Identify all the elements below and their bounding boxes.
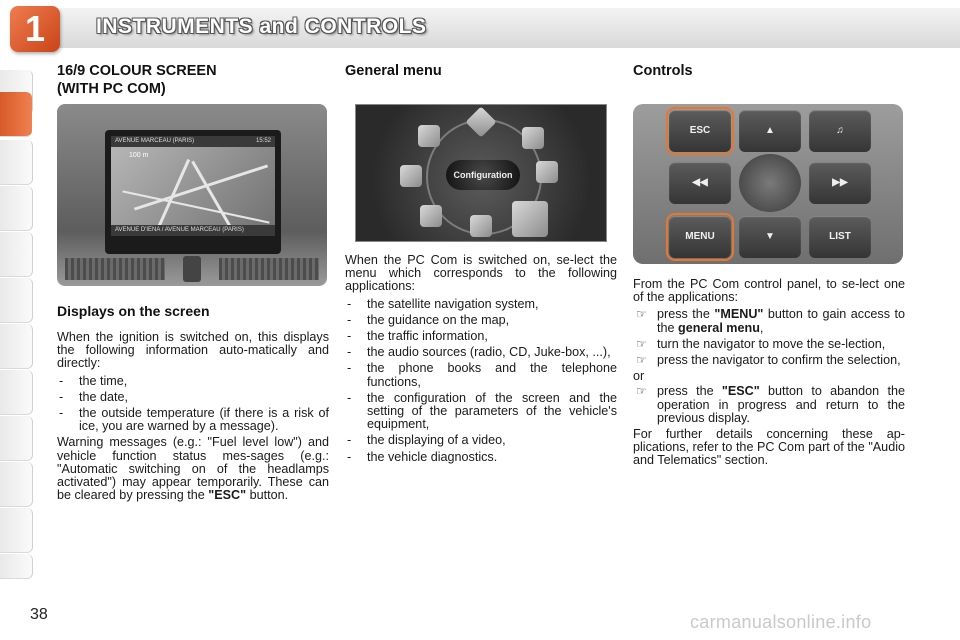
up-arrow-button: ▲: [739, 110, 801, 152]
list-item: - the vehicle diagnostics.: [345, 451, 617, 464]
chapter-title: INSTRUMENTS and CONTROLS: [96, 15, 427, 38]
left-column: [57, 62, 329, 98]
heading-line: 16/9 COLOUR SCREEN: [57, 63, 217, 79]
step-text: press the: [657, 384, 714, 399]
hazard-switch: [183, 256, 201, 282]
map-icon: [418, 125, 440, 147]
air-vent: [219, 258, 319, 280]
rewind-button: ◀◀: [669, 162, 731, 204]
applications-list: [345, 298, 617, 464]
list-item: - the audio sources (radio, CD, Juke-box, ...),: [345, 346, 617, 359]
map-road: [191, 161, 234, 232]
menu-key-label: "MENU": [714, 307, 764, 322]
chapter-tab[interactable]: [0, 508, 33, 553]
list-item: - the phone books and the telephone functions,: [345, 362, 617, 388]
right-heading-block: [633, 62, 905, 80]
chapter-tab[interactable]: [0, 416, 33, 461]
pointing-hand-icon: ☞: [636, 353, 647, 368]
map-next-street: AVENUE D'IENA / AVENUE MARCEAU (PARIS): [115, 227, 244, 233]
menu-intro: When the PC Com is switched on, se-lect the menu which corresponds to the following applications:: [345, 253, 617, 294]
navigator-knob: [739, 154, 801, 212]
tools-icon: [420, 205, 442, 227]
controls-intro: From the PC Com control panel, to se-lect one of the applications:: [633, 277, 905, 305]
chapter-tab[interactable]: [0, 278, 33, 323]
general-menu-image: [355, 104, 607, 242]
pointing-hand-icon: ☞: [636, 384, 647, 399]
list-button: LIST: [809, 216, 871, 258]
heading-line: (WITH PC COM): [57, 81, 166, 97]
map-road: [134, 164, 268, 210]
list-item: - the guidance on the map,: [345, 314, 617, 327]
step-item: [633, 338, 905, 351]
chapter-tabs: [0, 70, 34, 580]
pointing-hand-icon: ☞: [636, 307, 647, 322]
map-street-name: AVENUE MARCEAU (PARIS): [115, 138, 195, 144]
middle-heading-block: [345, 62, 617, 80]
video-icon: [512, 201, 548, 237]
page-header: [0, 0, 960, 56]
chapter-tab[interactable]: [0, 370, 33, 415]
map-bottom-bar: [111, 225, 275, 236]
list-item: - the time,: [57, 375, 329, 388]
chapter-tab[interactable]: [0, 232, 33, 277]
general-menu-label: general menu: [678, 320, 760, 335]
air-vent: [65, 258, 165, 280]
menu-center-label: Configuration: [446, 160, 520, 190]
satellite-icon: [522, 127, 544, 149]
step-item: [633, 308, 905, 334]
down-arrow-button: ▼: [739, 216, 801, 258]
esc-button: ESC: [669, 110, 731, 152]
navigation-map-display: [111, 136, 275, 236]
list-item: - the outside temperature (if there is a risk of ice, you are warned by a message).: [57, 407, 329, 433]
section-heading: General menu: [345, 63, 442, 79]
list-item: - the date,: [57, 391, 329, 404]
middle-text: [345, 254, 617, 467]
chapter-tab[interactable]: [0, 324, 33, 369]
chapter-tab[interactable]: [0, 140, 33, 185]
chapter-tab[interactable]: [0, 186, 33, 231]
page-number: 38: [30, 606, 48, 623]
left-text: [57, 302, 329, 502]
map-clock: 15:52: [255, 138, 271, 144]
chapter-tab[interactable]: [0, 462, 33, 507]
chapter-tab-active[interactable]: [0, 92, 32, 137]
map-top-bar: [111, 136, 275, 147]
step-item: [633, 385, 905, 425]
map-distance: 100 m: [129, 152, 149, 159]
esc-key-label: "ESC": [208, 488, 247, 503]
colour-screen-image: [57, 104, 327, 286]
watermark: carmanualsonline.info: [690, 612, 872, 632]
step-text: ,: [759, 320, 764, 335]
screen-bezel: [105, 130, 281, 254]
or-text: or: [633, 369, 645, 384]
step-text: button to gain access to the: [657, 307, 906, 335]
further-details-text: For further details concerning these ap-plications, refer to the PC Com part of the "Audio and Telematics" section.: [633, 427, 905, 468]
warning-end: button.: [249, 488, 289, 503]
step-text: press the: [657, 307, 710, 322]
displays-intro: When the ignition is switched on, this displays the following information auto-matically and directly:: [57, 330, 329, 371]
section-heading: [57, 62, 329, 98]
step-text: turn the navigator to move the se-lection,: [657, 336, 886, 351]
list-item: - the traffic information,: [345, 330, 617, 343]
music-icon: ♫: [809, 110, 871, 152]
map-road: [155, 159, 190, 233]
camera-icon: [470, 215, 492, 237]
chapter-number-badge: 1: [10, 6, 60, 52]
controls-steps-alt: [633, 385, 905, 425]
step-text: press the navigator to confirm the selection,: [657, 353, 901, 368]
phone-icon: [536, 161, 558, 183]
chapter-tab[interactable]: [0, 554, 33, 579]
forward-button: ▶▶: [809, 162, 871, 204]
section-heading: Controls: [633, 63, 693, 79]
step-item: [633, 354, 905, 367]
warning-text: Warning messages (e.g.: "Fuel level low") and vehicle function status mes-sages (e.g.: "Automatic switching on of the headlamps activated") may appear temporarily. These can be cleared by pressing the: [57, 435, 329, 503]
control-panel-image: [633, 104, 903, 264]
esc-key-label: "ESC": [721, 384, 760, 399]
right-text: [633, 278, 905, 468]
pointing-hand-icon: ☞: [636, 336, 647, 351]
warning-paragraph: [57, 436, 329, 502]
displays-heading: Displays on the screen: [57, 303, 210, 319]
speaker-icon: [400, 165, 422, 187]
list-item: - the satellite navigation system,: [345, 298, 617, 311]
step-text: button to abandon the operation in progress and return to the previous display.: [657, 384, 905, 425]
list-item: - the configuration of the screen and the setting of the parameters of the vehicle's equipment,: [345, 392, 617, 432]
menu-button: MENU: [669, 216, 731, 258]
controls-steps: [633, 308, 905, 367]
list-item: - the displaying of a video,: [345, 434, 617, 447]
displays-list: [57, 375, 329, 434]
